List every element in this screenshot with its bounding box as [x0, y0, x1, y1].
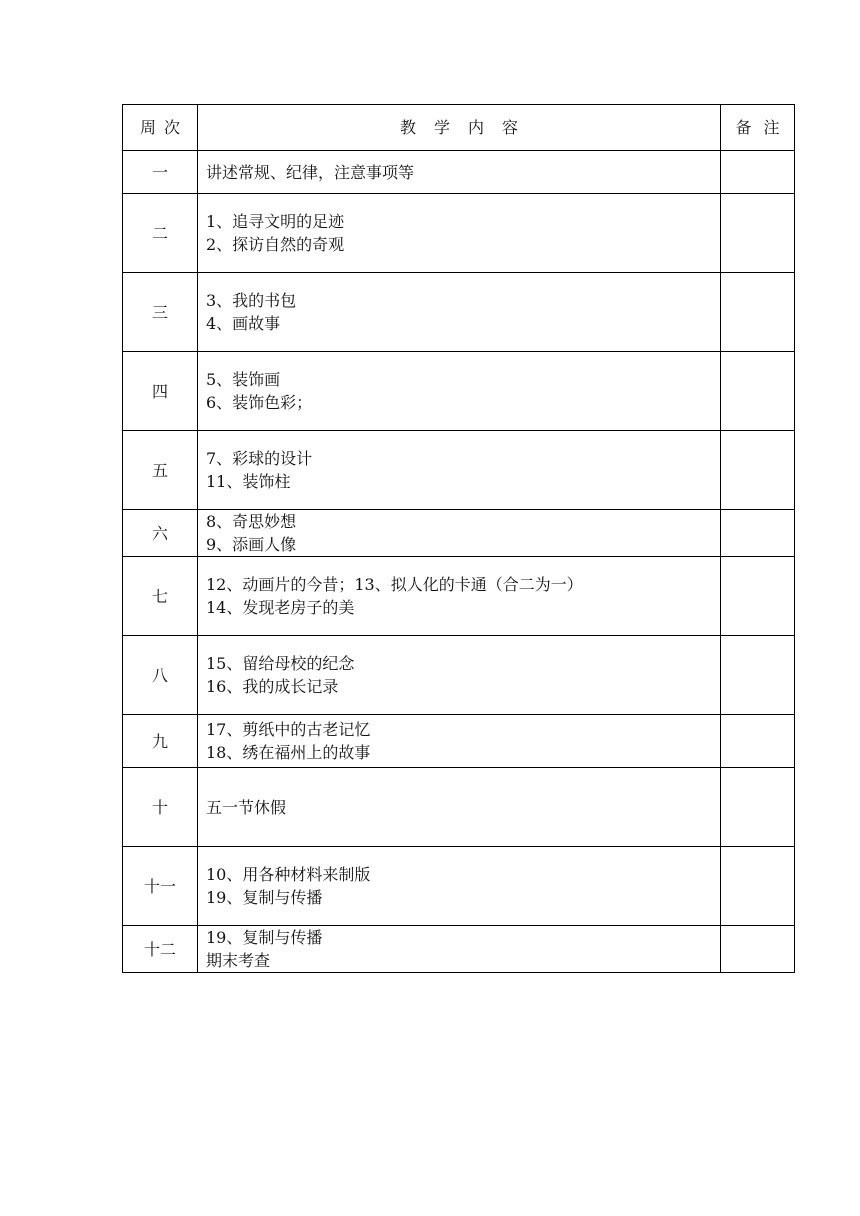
content-line: 五一节休假: [206, 797, 287, 817]
content-cell: [198, 768, 721, 847]
header-content: 教学内容: [198, 105, 721, 151]
note-cell: [721, 151, 795, 194]
week-cell: 五: [123, 431, 198, 510]
table-row: [123, 151, 795, 194]
content-line: 2、探访自然的奇观: [206, 235, 345, 254]
content-line: 14、发现老房子的美: [206, 598, 355, 617]
note-cell: [721, 557, 795, 636]
content-cell: [198, 847, 721, 926]
content-line: 16、我的成长记录: [206, 677, 339, 696]
note-cell: [721, 715, 795, 768]
content-cell: [198, 273, 721, 352]
week-cell: 二: [123, 194, 198, 273]
week-cell: 十: [123, 768, 198, 847]
table-row: [123, 557, 795, 636]
header-week: 周次: [123, 105, 198, 151]
content-line: 4、画故事: [206, 314, 281, 333]
content-line: 讲述常规、纪律，注意事项等: [206, 162, 415, 182]
content-cell: [198, 510, 721, 557]
content-line: 12、动画片的今昔；13、拟人化的卡通（合二为一）: [206, 575, 583, 594]
note-cell: [721, 510, 795, 557]
content-cell: [198, 715, 721, 768]
content-line: 8、奇思妙想: [206, 512, 297, 531]
week-cell: 六: [123, 510, 198, 557]
note-cell: [721, 194, 795, 273]
content-cell: [198, 557, 721, 636]
content-line: 17、剪纸中的古老记忆: [206, 720, 371, 739]
note-cell: [721, 273, 795, 352]
week-cell: 八: [123, 636, 198, 715]
note-cell: [721, 352, 795, 431]
table-row: [123, 926, 795, 973]
week-cell: 十二: [123, 926, 198, 973]
header-note: 备注: [721, 105, 795, 151]
table-row: [123, 847, 795, 926]
note-cell: [721, 636, 795, 715]
content-cell: [198, 194, 721, 273]
content-line: 18、绣在福州上的故事: [206, 743, 371, 762]
table-row: [123, 194, 795, 273]
week-cell: 九: [123, 715, 198, 768]
note-cell: [721, 431, 795, 510]
table-row: [123, 636, 795, 715]
week-cell: 四: [123, 352, 198, 431]
content-line: 9、添画人像: [206, 535, 297, 554]
table-row: [123, 431, 795, 510]
week-cell: 一: [123, 151, 198, 194]
content-line: 期末考查: [206, 951, 271, 970]
content-line: 3、我的书包: [206, 291, 297, 310]
content-line: 5、装饰画: [206, 370, 281, 389]
content-line: 19、复制与传播: [206, 928, 323, 947]
table-row: [123, 715, 795, 768]
note-cell: [721, 768, 795, 847]
content-cell: [198, 636, 721, 715]
header-row: [123, 105, 795, 151]
content-line: 1、追寻文明的足迹: [206, 212, 345, 231]
table-row: [123, 510, 795, 557]
note-cell: [721, 926, 795, 973]
week-cell: 七: [123, 557, 198, 636]
content-line: 11、装饰柱: [206, 472, 291, 491]
content-line: 6、装饰色彩；: [206, 393, 313, 412]
content-line: 10、用各种材料来制版: [206, 865, 371, 884]
table-row: [123, 273, 795, 352]
content-line: 7、彩球的设计: [206, 449, 313, 468]
content-cell: [198, 926, 721, 973]
table-row: [123, 768, 795, 847]
content-line: 19、复制与传播: [206, 888, 323, 907]
week-cell: 十一: [123, 847, 198, 926]
teaching-schedule-table: [122, 104, 795, 973]
content-line: 15、留给母校的纪念: [206, 654, 355, 673]
content-cell: [198, 352, 721, 431]
week-cell: 三: [123, 273, 198, 352]
table-row: [123, 352, 795, 431]
content-cell: [198, 431, 721, 510]
content-cell: [198, 151, 721, 194]
note-cell: [721, 847, 795, 926]
